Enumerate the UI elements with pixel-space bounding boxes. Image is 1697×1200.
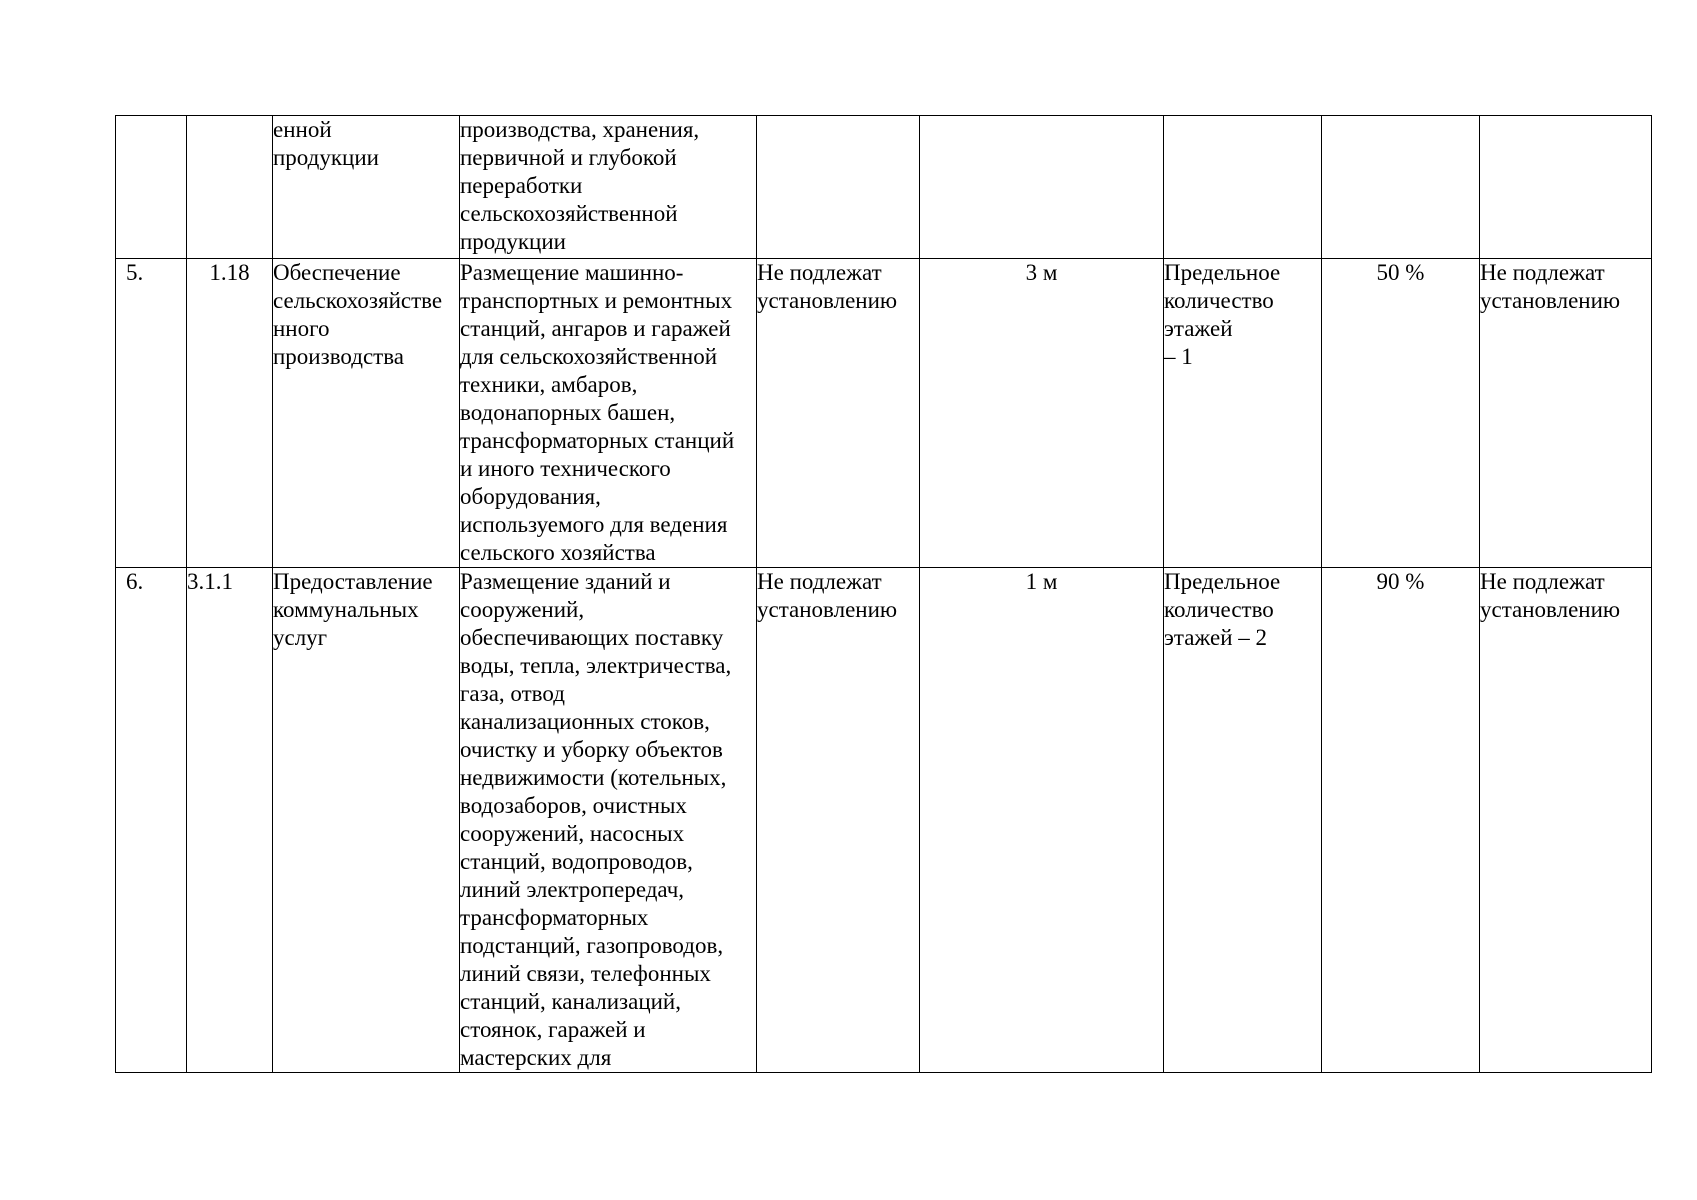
restrictions-cell: Не подлежат установлению <box>1480 568 1652 1073</box>
coverage-cell: 90 % <box>1322 568 1480 1073</box>
row-number-cell <box>116 116 187 259</box>
use-name-cell: Обеспечение сельскохозяйстве нного производства <box>273 259 460 568</box>
table-row <box>116 568 1652 1073</box>
use-name-cell: Предоставление коммунальных услуг <box>273 568 460 1073</box>
setback-cell: 1 м <box>920 568 1164 1073</box>
coverage-cell: 50 % <box>1322 259 1480 568</box>
table-row <box>116 116 1652 259</box>
setback-cell <box>920 116 1164 259</box>
floors-cell: Предельное количество этажей – 1 <box>1164 259 1322 568</box>
floors-cell <box>1164 116 1322 259</box>
parameter-cell: Не подлежат установлению <box>757 259 920 568</box>
land-use-table <box>115 115 1652 1073</box>
use-description-cell: Размещение машинно- транспортных и ремонтных станций, ангаров и гаражей для сельскохозяйственной техники, амбаров, водонапорных башен, трансформаторных станций и иного технического оборудования, используемого для ведения сельского хозяйства <box>460 259 757 568</box>
code-cell <box>187 116 273 259</box>
parameter-cell <box>757 116 920 259</box>
parameter-cell: Не подлежат установлению <box>757 568 920 1073</box>
coverage-cell <box>1322 116 1480 259</box>
use-description-cell: Размещение зданий и сооружений, обеспечивающих поставку воды, тепла, электричества, газа, отвод канализационных стоков, очистку и уборку объектов недвижимости (котельных, водозаборов, очистных сооружений, насосных станций, водопроводов, линий электропередач, трансформаторных подстанций, газопроводов, линий связи, телефонных станций, канализаций, стоянок, гаражей и мастерских для <box>460 568 757 1073</box>
row-number-cell: 5. <box>116 259 187 568</box>
restrictions-cell: Не подлежат установлению <box>1480 259 1652 568</box>
restrictions-cell <box>1480 116 1652 259</box>
code-cell: 1.18 <box>187 259 273 568</box>
use-name-cell: енной продукции <box>273 116 460 259</box>
floors-cell: Предельное количество этажей – 2 <box>1164 568 1322 1073</box>
use-description-cell: производства, хранения, первичной и глубокой переработки сельскохозяйственной продукции <box>460 116 757 259</box>
row-number-cell: 6. <box>116 568 187 1073</box>
code-cell: 3.1.1 <box>187 568 273 1073</box>
setback-cell: 3 м <box>920 259 1164 568</box>
document-page <box>115 115 1651 1073</box>
table-row <box>116 259 1652 568</box>
